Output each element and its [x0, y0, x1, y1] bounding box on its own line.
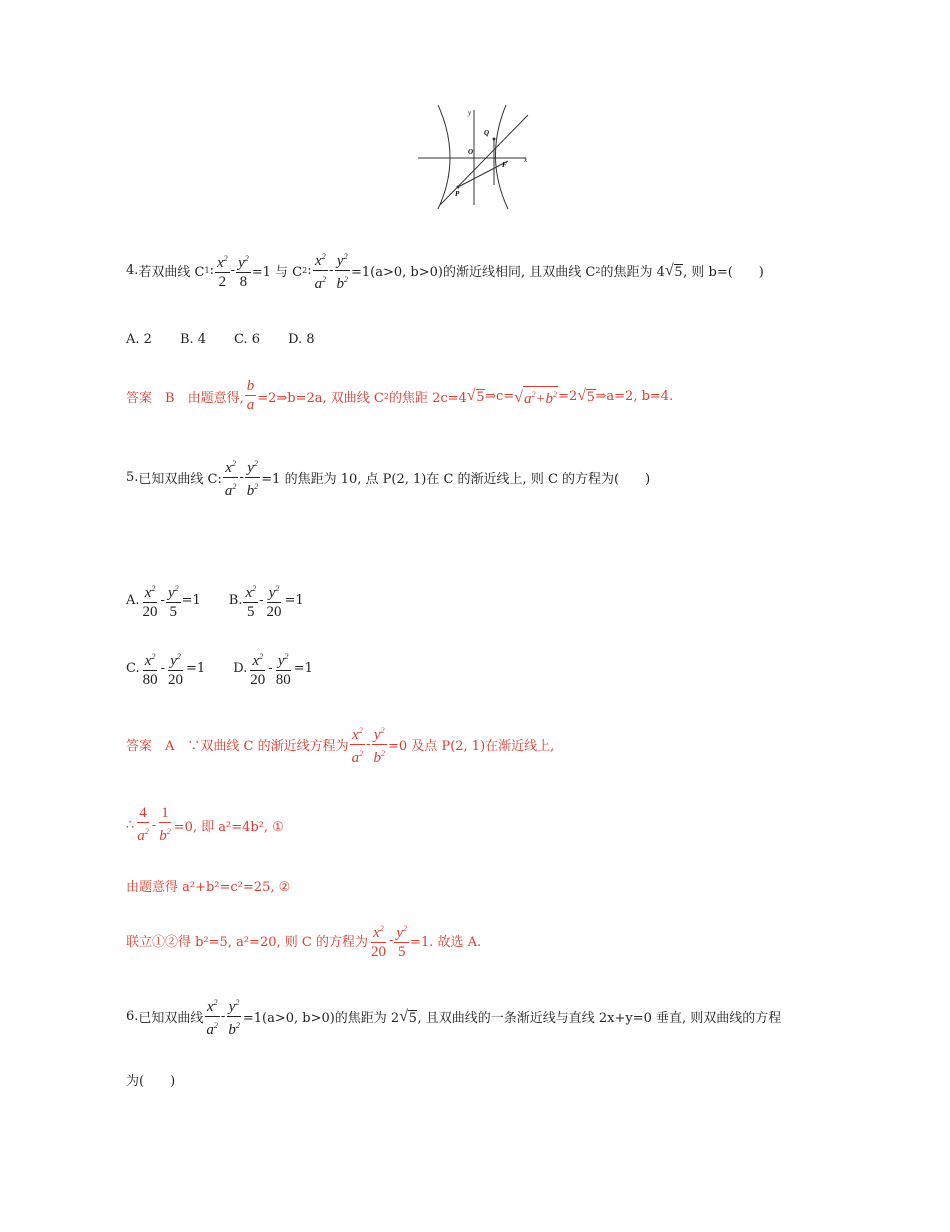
option-d: D. 8: [288, 332, 315, 347]
option-eq: =1: [181, 593, 201, 608]
q6-sqrt: √ 5: [399, 1007, 417, 1026]
frac-num: y: [336, 253, 344, 269]
answer-frac-4: $\frac{1}{b^2}$: [159, 805, 171, 844]
frac-den: b: [159, 828, 167, 844]
answer-label: 答案 A: [126, 739, 188, 754]
label-x: x: [524, 156, 528, 164]
point-p: [457, 186, 460, 189]
q5-answer-line-2: ∴ $\frac{4}{a^2}$ - $\frac{1}{b^2}$ =0, 即 a²=4b², ①: [126, 805, 284, 844]
q5-number: 5.: [126, 470, 139, 485]
hyperbola-figure: [418, 105, 538, 209]
option-d-frac-2: $\frac{y^2}{80}$: [274, 648, 293, 689]
label-y: y: [468, 109, 472, 117]
frac-num: y: [373, 727, 381, 743]
question-5: 5. 已知双曲线 C: $\frac{x^2}{a^2}$ - $\frac{y^2}{b^2}$ =1 的焦距为 10, 点 P(2, 1)在 C 的渐近线上, 则 C 的方程为( ): [126, 455, 650, 500]
q5-text: =1 的焦距为 10, 点 P(2, 1)在 C 的渐近线上, 则 C 的方程为( ): [261, 472, 651, 487]
answer-sqrt-3: √ 5: [577, 387, 595, 405]
q6-frac-2: $\frac{y^2}{b^2}$: [226, 994, 242, 1039]
sqrt-value: +b: [535, 390, 554, 407]
q4-sub: 2: [595, 266, 601, 275]
answer-text: 由题意得,: [187, 390, 244, 406]
frac-den: 20: [168, 672, 184, 688]
frac-den: a: [314, 276, 323, 292]
q4-text: 若双曲线 C: [138, 265, 205, 280]
q4-sub: 1: [204, 266, 210, 275]
q6-text: , 且双曲线的一条渐近线与直线 2x+y=0 垂直, 则双曲线的方程: [417, 1011, 782, 1026]
answer-text: ∵双曲线 C 的渐近线方程为: [187, 739, 349, 754]
q6-text: 已知双曲线: [138, 1011, 204, 1026]
answer-frac-3: $\frac{4}{a^2}$: [137, 805, 149, 844]
option-eq: =1: [186, 661, 206, 676]
frac-den: a: [246, 397, 255, 413]
q4-options: [126, 332, 343, 347]
question-6: 6. 已知双曲线 $\frac{x^2}{a^2}$ - $\frac{y^2}{b^2}$ =1(a>0, b>0)的焦距为 2 √ 5 , 且双曲线的一条渐近线与直线 2x+y=0 垂直, 则双曲线的方程: [126, 994, 781, 1039]
answer-text: =0, 即 a²=4b², ①: [173, 819, 284, 835]
frac-num: x: [225, 460, 232, 476]
answer-sqrt-2: √ $a^2+b^2$: [514, 386, 558, 407]
frac-den: 20: [266, 604, 282, 620]
frac-num: y: [247, 460, 254, 476]
answer-text: =2: [558, 388, 578, 404]
answer-text: ⇒a=2, b=4.: [595, 388, 674, 404]
frac-num: y: [170, 653, 177, 669]
label-o: O: [468, 148, 474, 156]
sqrt-value: 5: [587, 389, 595, 405]
q6-text: 为( ): [126, 1074, 176, 1089]
frac-num: y: [268, 585, 276, 601]
sqrt-value: 5: [674, 263, 683, 280]
option-b-frac-1: $\frac{x^2}{5}$: [243, 580, 258, 621]
frac-den: 80: [275, 672, 291, 688]
frac-num: x: [252, 653, 260, 669]
option-a-frac-2: $\frac{y^2}{5}$: [166, 580, 181, 621]
label-f: F: [502, 161, 507, 169]
answer-frac-5: $\frac{x^2}{20}$: [369, 920, 388, 961]
answer-label: 答案 B: [126, 390, 188, 406]
answer-frac: [245, 378, 257, 414]
option-c-frac-1: $\frac{x^2}{80}$: [141, 648, 160, 689]
answer-text: =2⇒b=2a, 双曲线 C: [257, 390, 384, 406]
frac-den: a: [351, 750, 360, 766]
sqrt-value: 5: [476, 389, 485, 405]
q4-text: , 则 b=( ): [683, 265, 764, 280]
q4-text: =1(a>0, b>0)的渐近线相同, 且双曲线 C: [351, 265, 596, 280]
q4-frac-4: $\frac{y^2}{b^2}$: [335, 248, 351, 293]
q5-answer-line-3: [126, 876, 290, 895]
frac-num: x: [373, 925, 380, 941]
answer-text: ⇒c=: [485, 388, 515, 404]
answer-text: 由题意得 a²+b²=c²=25, ②: [126, 880, 291, 895]
frac-num: b: [246, 378, 255, 394]
frac-den: b: [228, 1022, 236, 1038]
answer-text: 联立①②得 b²=5, a²=20, 则 C 的方程为: [126, 935, 368, 950]
option-c: C.: [126, 661, 140, 676]
option-d: D.: [233, 661, 248, 676]
q4-answer: [126, 378, 673, 414]
sqrt-value: 5: [408, 1009, 417, 1026]
q4-text: =1 与 C: [251, 265, 303, 280]
q4-text: 的焦距为 4: [600, 265, 665, 280]
frac-den: 5: [397, 944, 406, 960]
answer-frac-2: $\frac{y^2}{b^2}$: [372, 722, 388, 767]
left-branch: [438, 105, 450, 209]
q5-text: 已知双曲线 C:: [138, 472, 222, 487]
frac-num: x: [315, 253, 322, 269]
frac-num: 1: [161, 805, 169, 821]
frac-den: b: [336, 276, 345, 292]
frac-den: 5: [247, 604, 255, 620]
answer-frac-6: $\frac{y^2}{5}$: [394, 920, 409, 961]
question-6-line-2: [126, 1070, 175, 1089]
q6-number: 6.: [126, 1009, 139, 1024]
frac-den: 20: [142, 604, 158, 620]
frac-den: 80: [142, 672, 158, 688]
q5-frac-2: $\frac{y^2}{b^2}$: [245, 455, 261, 500]
frac-num: x: [144, 653, 152, 669]
answer-text: =1. 故选 A.: [410, 935, 482, 950]
answer-text: 的焦距 2c=4: [388, 390, 467, 406]
frac-num: y: [167, 585, 175, 601]
answer-sqrt-1: √ 5: [466, 387, 485, 405]
minus-sign: -: [230, 263, 236, 278]
frac-num: x: [352, 727, 359, 743]
frac-num: y: [238, 255, 245, 271]
q4-text: :: [209, 263, 214, 278]
q6-text: =1(a>0, b>0)的焦距为 2: [242, 1011, 400, 1026]
q5-answer-line-1: 答案 A ∵双曲线 C 的渐近线方程为 $\frac{x^2}{a^2}$ - $\frac{y^2}{b^2}$ =0 及点 P(2, 1)在渐近线上,: [126, 722, 554, 767]
option-eq: =1: [284, 593, 304, 608]
line-pf: [458, 161, 508, 187]
frac-den: 20: [370, 944, 386, 960]
label-q: Q: [484, 129, 490, 137]
frac-num: x: [206, 999, 214, 1015]
frac-den: a: [224, 483, 233, 499]
answer-text: ∴: [126, 817, 135, 833]
point-q: [493, 138, 496, 141]
q6-frac-1: $\frac{x^2}{a^2}$: [204, 994, 220, 1039]
option-b-frac-2: $\frac{y^2}{20}$: [265, 580, 284, 621]
answer-text: =0 及点 P(2, 1)在渐近线上,: [388, 739, 555, 754]
frac-den: b: [246, 483, 255, 499]
option-c: C. 6: [234, 332, 261, 347]
option-a: A.: [126, 593, 140, 608]
minus-sign: -: [329, 263, 334, 278]
frac-num: x: [144, 585, 152, 601]
frac-num: x: [216, 255, 224, 271]
option-a-frac-1: $\frac{x^2}{20}$: [141, 580, 160, 621]
answer-sub: 2: [383, 391, 389, 401]
q4-number: 4.: [126, 263, 139, 278]
frac-num: y: [228, 999, 236, 1015]
q4-frac-3: $\frac{x^2}{a^2}$: [313, 248, 329, 293]
q4-sqrt: √ 5: [664, 261, 683, 280]
label-p: P: [455, 190, 460, 198]
option-eq: =1: [293, 661, 313, 676]
option-b: B. 4: [179, 332, 207, 347]
option-d-frac-1: $\frac{x^2}{20}$: [248, 648, 267, 689]
sqrt-value: a: [523, 390, 532, 407]
q4-text: :: [307, 263, 312, 278]
answer-frac-1: $\frac{x^2}{a^2}$: [350, 722, 366, 767]
frac-num: x: [245, 585, 253, 601]
frac-den: 5: [169, 604, 178, 620]
frac-den: a: [137, 828, 145, 844]
option-c-frac-2: $\frac{y^2}{20}$: [166, 648, 185, 689]
option-a: A. 2: [126, 332, 152, 347]
q5-options-row-1: A. $\frac{x^2}{20}$ - $\frac{y^2}{5}$ =1 B. $\frac{x^2}{5}$ - $\frac{y^2}{20}$ =1: [126, 580, 304, 621]
question-4: [126, 248, 764, 293]
frac-den: 20: [250, 672, 266, 688]
frac-den: a: [206, 1022, 214, 1038]
q5-options-row-2: C. $\frac{x^2}{80}$ - $\frac{y^2}{20}$ =1 D. $\frac{x^2}{20}$ - $\frac{y^2}{80}$ =1: [126, 648, 313, 689]
q4-frac-1: $\frac{x^2}{2}$: [215, 250, 230, 291]
right-branch: [495, 105, 508, 209]
frac-num: y: [277, 653, 285, 669]
frac-den: b: [373, 750, 382, 766]
frac-den: 8: [239, 274, 248, 290]
q4-sub: 2: [302, 266, 308, 275]
frac-num: 4: [139, 805, 147, 821]
q5-frac-1: $\frac{x^2}{a^2}$: [223, 455, 239, 500]
option-b: B.: [228, 593, 243, 608]
frac-den: 2: [218, 274, 227, 290]
frac-num: y: [396, 925, 404, 941]
q5-answer-line-4: 联立①②得 b²=5, a²=20, 则 C 的方程为 $\frac{x^2}{20}$ - $\frac{y^2}{5}$ =1. 故选 A.: [126, 920, 481, 961]
q4-frac-2: $\frac{y^2}{8}$: [236, 250, 251, 291]
